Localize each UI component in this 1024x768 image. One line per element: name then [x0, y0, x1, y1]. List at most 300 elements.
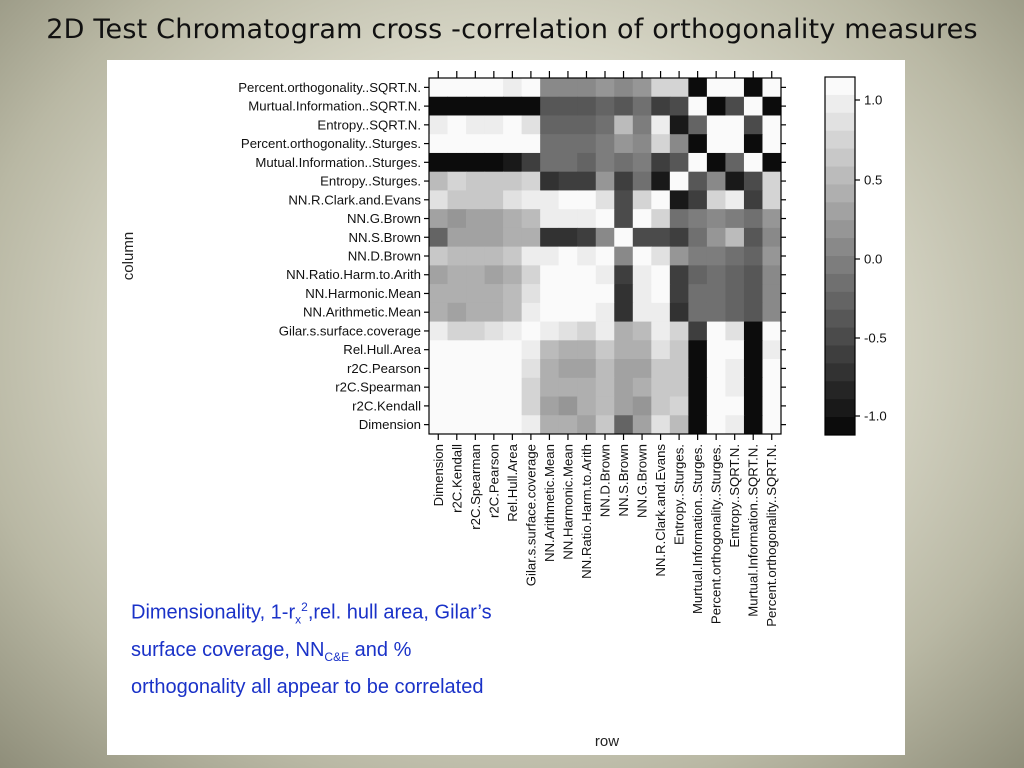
heatmap-cell — [614, 359, 633, 378]
heatmap-cell — [670, 247, 689, 266]
heatmap-cell — [762, 247, 781, 266]
heatmap-cell — [744, 78, 763, 97]
heatmap-cell — [466, 115, 485, 134]
heatmap-cell — [614, 397, 633, 416]
heatmap-cell — [614, 247, 633, 266]
heatmap-cell — [725, 378, 744, 397]
heatmap-cell — [762, 153, 781, 172]
caption-part-3: and % orthogonality all appear to be correlated — [131, 638, 484, 698]
heatmap-cell — [522, 284, 541, 303]
heatmap-cell — [559, 303, 578, 322]
heatmap-cell — [596, 322, 615, 341]
heatmap-cell — [744, 359, 763, 378]
heatmap-cell — [633, 378, 652, 397]
heatmap-cell — [596, 209, 615, 228]
heatmap-cell — [596, 172, 615, 191]
heatmap-cell — [577, 172, 596, 191]
y-tick-label: Mutual.Information..Sturges. — [255, 154, 421, 170]
heatmap-cell — [744, 172, 763, 191]
heatmap-cell — [577, 247, 596, 266]
heatmap-cell — [577, 397, 596, 416]
heatmap-cell — [429, 397, 448, 416]
heatmap-cell — [707, 97, 726, 116]
heatmap-cell — [540, 397, 559, 416]
heatmap-cell — [522, 265, 541, 284]
colorbar-tick-label: 0.0 — [864, 251, 883, 267]
heatmap-cell — [466, 247, 485, 266]
x-tick-label: Percent.orthogonality..SQRT.N. — [764, 444, 780, 627]
heatmap-cell — [707, 303, 726, 322]
heatmap-cell — [503, 397, 522, 416]
heatmap-cell — [614, 415, 633, 434]
heatmap-cell — [577, 303, 596, 322]
heatmap-cell — [670, 228, 689, 247]
heatmap-cell — [577, 190, 596, 209]
y-tick-label: r2C.Spearman — [335, 379, 421, 395]
heatmap-cell — [725, 265, 744, 284]
heatmap-cell — [522, 397, 541, 416]
heatmap-cell — [466, 134, 485, 153]
heatmap-cell — [744, 228, 763, 247]
heatmap-cell — [670, 322, 689, 341]
heatmap-cell — [633, 78, 652, 97]
heatmap-cell — [540, 134, 559, 153]
x-tick-label: NN.Harmonic.Mean — [560, 444, 576, 560]
heatmap-cell — [503, 172, 522, 191]
heatmap-cell — [429, 209, 448, 228]
x-tick-label: r2C.Spearman — [467, 444, 483, 530]
heatmap-cell — [429, 284, 448, 303]
heatmap-cell — [485, 322, 504, 341]
heatmap-cell — [725, 153, 744, 172]
heatmap-cell — [596, 247, 615, 266]
heatmap-cell — [466, 378, 485, 397]
heatmap-cell — [633, 115, 652, 134]
heatmap-cell — [596, 153, 615, 172]
heatmap-cell — [762, 322, 781, 341]
heatmap-cell — [596, 78, 615, 97]
heatmap-cell — [707, 265, 726, 284]
heatmap-cell — [429, 97, 448, 116]
heatmap-cell — [559, 172, 578, 191]
heatmap-cell — [688, 303, 707, 322]
heatmap-cell — [633, 97, 652, 116]
heatmap-cell — [651, 134, 670, 153]
caption-part-1: Dimensionality, 1-r — [131, 601, 296, 624]
heatmap-cell — [448, 153, 467, 172]
heatmap-cell — [559, 284, 578, 303]
heatmap-cell — [596, 415, 615, 434]
colorbar-step — [825, 363, 855, 381]
heatmap-cell — [485, 265, 504, 284]
heatmap-cell — [707, 115, 726, 134]
heatmap-cell — [485, 340, 504, 359]
y-tick-label: NN.Harmonic.Mean — [305, 285, 421, 301]
heatmap-cell — [466, 303, 485, 322]
heatmap-cell — [540, 303, 559, 322]
heatmap-cell — [725, 172, 744, 191]
x-tick-label: NN.G.Brown — [634, 443, 650, 519]
heatmap-cell — [688, 397, 707, 416]
heatmap-cell — [540, 190, 559, 209]
heatmap-cell — [485, 78, 504, 97]
heatmap-cell — [429, 115, 448, 134]
heatmap-cell — [633, 322, 652, 341]
heatmap-cell — [577, 115, 596, 134]
heatmap-cell — [429, 322, 448, 341]
heatmap-cell — [670, 378, 689, 397]
heatmap-cell — [429, 134, 448, 153]
heatmap-cell — [485, 247, 504, 266]
heatmap-cell — [707, 247, 726, 266]
heatmap-cell — [503, 228, 522, 247]
heatmap-cell — [651, 284, 670, 303]
heatmap-cells — [429, 78, 782, 435]
heatmap-cell — [503, 322, 522, 341]
heatmap-cell — [725, 397, 744, 416]
heatmap-cell — [485, 209, 504, 228]
heatmap-cell — [688, 172, 707, 191]
heatmap-cell — [633, 153, 652, 172]
heatmap-cell — [651, 247, 670, 266]
heatmap-cell — [448, 378, 467, 397]
heatmap-cell — [762, 190, 781, 209]
heatmap-cell — [596, 265, 615, 284]
heatmap-cell — [707, 397, 726, 416]
heatmap-cell — [429, 340, 448, 359]
heatmap-cell — [725, 190, 744, 209]
heatmap-cell — [466, 284, 485, 303]
heatmap-cell — [559, 359, 578, 378]
heatmap-cell — [429, 378, 448, 397]
heatmap-cell — [466, 190, 485, 209]
heatmap-cell — [707, 378, 726, 397]
heatmap-cell — [466, 153, 485, 172]
heatmap-cell — [614, 303, 633, 322]
heatmap-cell — [522, 78, 541, 97]
heatmap-cell — [670, 209, 689, 228]
colorbar-tick-label: -0.5 — [864, 330, 887, 346]
heatmap-cell — [762, 284, 781, 303]
figure-panel — [107, 60, 905, 755]
colorbar-step — [825, 95, 855, 113]
heatmap-cell — [485, 415, 504, 434]
colorbar-step — [825, 77, 855, 95]
heatmap-cell — [633, 134, 652, 153]
heatmap-cell — [485, 284, 504, 303]
y-tick-label: Percent.orthogonality..SQRT.N. — [238, 79, 421, 95]
heatmap-cell — [744, 115, 763, 134]
heatmap-cell — [670, 115, 689, 134]
heatmap-cell — [725, 284, 744, 303]
heatmap-cell — [596, 303, 615, 322]
heatmap-cell — [540, 228, 559, 247]
heatmap-cell — [670, 153, 689, 172]
heatmap-cell — [540, 359, 559, 378]
heatmap-cell — [503, 284, 522, 303]
heatmap-cell — [707, 153, 726, 172]
heatmap-cell — [725, 97, 744, 116]
heatmap-cell — [540, 115, 559, 134]
x-tick-label: NN.Arithmetic.Mean — [541, 443, 557, 562]
heatmap-cell — [540, 415, 559, 434]
heatmap-cell — [688, 340, 707, 359]
heatmap-cell — [429, 228, 448, 247]
heatmap-cell — [651, 172, 670, 191]
heatmap-cell — [762, 209, 781, 228]
heatmap-cell — [540, 340, 559, 359]
heatmap-cell — [762, 134, 781, 153]
heatmap-cell — [614, 265, 633, 284]
heatmap-cell — [559, 340, 578, 359]
heatmap-cell — [744, 97, 763, 116]
heatmap-cell — [614, 153, 633, 172]
heatmap-cell — [688, 190, 707, 209]
x-tick-label: NN.S.Brown — [616, 444, 632, 517]
y-tick-label: Percent.orthogonality..Sturges. — [240, 136, 421, 152]
heatmap-cell — [670, 303, 689, 322]
heatmap-cell — [429, 172, 448, 191]
heatmap-cell — [725, 228, 744, 247]
heatmap-cell — [503, 378, 522, 397]
heatmap-cell — [429, 78, 448, 97]
heatmap-cell — [522, 209, 541, 228]
heatmap-cell — [633, 359, 652, 378]
heatmap-cell — [540, 209, 559, 228]
heatmap-cell — [688, 97, 707, 116]
heatmap-cell — [448, 134, 467, 153]
heatmap-cell — [559, 228, 578, 247]
heatmap-cell — [633, 209, 652, 228]
heatmap-cell — [651, 153, 670, 172]
heatmap-cell — [466, 78, 485, 97]
heatmap-cell — [670, 190, 689, 209]
heatmap-cell — [670, 284, 689, 303]
heatmap-cell — [596, 228, 615, 247]
heatmap-cell — [614, 322, 633, 341]
heatmap-cell — [688, 415, 707, 434]
heatmap-cell — [503, 340, 522, 359]
heatmap-cell — [485, 359, 504, 378]
heatmap-cell — [503, 359, 522, 378]
heatmap-cell — [596, 284, 615, 303]
colorbar — [825, 77, 887, 435]
heatmap-cell — [725, 415, 744, 434]
heatmap-cell — [429, 303, 448, 322]
heatmap-cell — [651, 397, 670, 416]
heatmap-cell — [522, 172, 541, 191]
heatmap-cell — [744, 134, 763, 153]
heatmap-cell — [448, 97, 467, 116]
heatmap-cell — [448, 78, 467, 97]
heatmap-cell — [522, 340, 541, 359]
y-tick-label: r2C.Pearson — [346, 360, 421, 376]
heatmap-cell — [485, 190, 504, 209]
heatmap-cell — [670, 397, 689, 416]
y-tick-label: r2C.Kendall — [352, 398, 421, 414]
heatmap-cell — [522, 359, 541, 378]
heatmap-cell — [651, 115, 670, 134]
heatmap-cell — [503, 209, 522, 228]
heatmap-cell — [670, 415, 689, 434]
heatmap-cell — [688, 134, 707, 153]
heatmap-cell — [670, 134, 689, 153]
heatmap-cell — [429, 247, 448, 266]
y-tick-label: Dimension — [358, 417, 421, 433]
heatmap-cell — [466, 397, 485, 416]
heatmap-cell — [614, 78, 633, 97]
slide-title: 2D Test Chromatogram cross -correlation of orthogonality measures — [46, 14, 978, 45]
heatmap-cell — [725, 115, 744, 134]
heatmap-cell — [503, 415, 522, 434]
x-tick-label: NN.D.Brown — [597, 444, 613, 518]
heatmap-cell — [596, 378, 615, 397]
heatmap-cell — [651, 265, 670, 284]
heatmap-cell — [485, 378, 504, 397]
heatmap-cell — [503, 78, 522, 97]
heatmap-cell — [707, 190, 726, 209]
heatmap-cell — [744, 415, 763, 434]
heatmap-cell — [725, 340, 744, 359]
x-tick-label: Entropy..Sturges. — [671, 444, 687, 545]
heatmap-cell — [466, 228, 485, 247]
heatmap-cell — [466, 359, 485, 378]
heatmap-cell — [466, 265, 485, 284]
heatmap-cell — [540, 153, 559, 172]
heatmap-cell — [744, 190, 763, 209]
heatmap-cell — [762, 265, 781, 284]
heatmap-cell — [762, 397, 781, 416]
colorbar-step — [825, 113, 855, 131]
heatmap-cell — [707, 284, 726, 303]
x-axis-title: row — [594, 733, 620, 750]
y-tick-label: NN.G.Brown — [346, 211, 421, 227]
heatmap-cell — [762, 303, 781, 322]
heatmap-cell — [466, 415, 485, 434]
heatmap-cell — [651, 359, 670, 378]
heatmap-cell — [762, 415, 781, 434]
y-axis-title: column — [120, 231, 137, 281]
heatmap-cell — [614, 134, 633, 153]
heatmap-cell — [633, 303, 652, 322]
heatmap-cell — [559, 97, 578, 116]
heatmap-cell — [651, 228, 670, 247]
colorbar-step — [825, 131, 855, 149]
heatmap-cell — [651, 340, 670, 359]
heatmap-cell — [688, 247, 707, 266]
colorbar-step — [825, 274, 855, 292]
heatmap-cell — [559, 153, 578, 172]
heatmap-cell — [559, 265, 578, 284]
heatmap-cell — [448, 115, 467, 134]
heatmap-cell — [651, 378, 670, 397]
heatmap-cell — [559, 78, 578, 97]
colorbar-step — [825, 256, 855, 274]
heatmap-cell — [688, 322, 707, 341]
heatmap-cell — [522, 415, 541, 434]
heatmap-cell — [651, 303, 670, 322]
heatmap-cell — [522, 134, 541, 153]
heatmap-cell — [485, 134, 504, 153]
caption-sub-x: x — [295, 612, 302, 627]
heatmap-cell — [614, 172, 633, 191]
heatmap-cell — [448, 247, 467, 266]
x-tick-label: Rel.Hull.Area — [504, 444, 520, 522]
heatmap-cell — [651, 78, 670, 97]
heatmap-cell — [596, 134, 615, 153]
heatmap-cell — [688, 209, 707, 228]
heatmap-cell — [503, 247, 522, 266]
heatmap-cell — [707, 172, 726, 191]
y-tick-label: Murtual.Information..SQRT.N. — [248, 98, 421, 114]
heatmap-cell — [448, 172, 467, 191]
heatmap-cell — [688, 115, 707, 134]
heatmap-cell — [448, 397, 467, 416]
heatmap-cell — [633, 265, 652, 284]
heatmap-cell — [614, 284, 633, 303]
heatmap-cell — [596, 97, 615, 116]
heatmap-cell — [596, 190, 615, 209]
colorbar-step — [825, 220, 855, 238]
heatmap-cell — [540, 284, 559, 303]
heatmap-cell — [744, 340, 763, 359]
heatmap-cell — [651, 190, 670, 209]
heatmap-cell — [688, 359, 707, 378]
heatmap-cell — [522, 153, 541, 172]
colorbar-step — [825, 238, 855, 256]
heatmap-cell — [429, 265, 448, 284]
heatmap-cell — [707, 415, 726, 434]
heatmap-cell — [559, 247, 578, 266]
heatmap-cell — [762, 115, 781, 134]
heatmap-cell — [651, 97, 670, 116]
heatmap-cell — [744, 265, 763, 284]
heatmap-cell — [540, 247, 559, 266]
heatmap-cell — [540, 172, 559, 191]
heatmap-cell — [522, 322, 541, 341]
heatmap-cell — [429, 153, 448, 172]
colorbar-step — [825, 328, 855, 346]
heatmap-cell — [651, 209, 670, 228]
heatmap-cell — [707, 228, 726, 247]
heatmap-cell — [744, 303, 763, 322]
heatmap-cell — [577, 265, 596, 284]
heatmap-cell — [448, 359, 467, 378]
heatmap-cell — [707, 134, 726, 153]
heatmap-cell — [577, 359, 596, 378]
heatmap-cell — [429, 190, 448, 209]
heatmap-cell — [688, 378, 707, 397]
colorbar-step — [825, 184, 855, 202]
heatmap-cell — [466, 209, 485, 228]
heatmap-cell — [614, 209, 633, 228]
heatmap-cell — [725, 209, 744, 228]
heatmap-cell — [744, 322, 763, 341]
heatmap-cell — [522, 115, 541, 134]
heatmap-cell — [762, 378, 781, 397]
x-tick-label: Murtual.Information..Sturges. — [690, 443, 706, 615]
heatmap-cell — [577, 209, 596, 228]
y-tick-label: Gilar.s.surface.coverage — [278, 323, 421, 339]
heatmap-cell — [503, 265, 522, 284]
heatmap-cell — [633, 340, 652, 359]
heatmap-cell — [485, 115, 504, 134]
x-tick-label: Murtual.Information..SQRT.N. — [745, 443, 761, 617]
heatmap-cell — [670, 97, 689, 116]
heatmap-cell — [522, 247, 541, 266]
heatmap-cell — [744, 284, 763, 303]
heatmap-cell — [466, 97, 485, 116]
